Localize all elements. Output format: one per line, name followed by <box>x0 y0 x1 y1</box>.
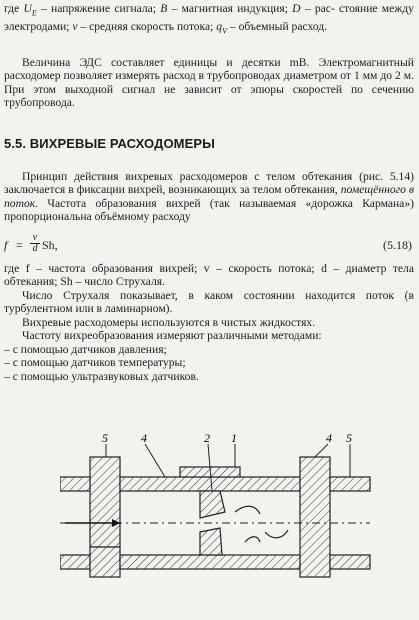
label-4-left: 4 <box>141 432 147 445</box>
vortex-3 <box>245 537 260 542</box>
fraction-denominator: d <box>32 243 38 254</box>
right-flange <box>300 457 330 577</box>
formula-lhs: f <box>4 238 8 252</box>
list-item: – с помощью датчиков давления; <box>4 343 167 356</box>
formula-fraction <box>30 233 40 254</box>
fraction-numerator: v <box>30 233 40 244</box>
right-pipe-wall-top <box>330 477 370 491</box>
section-title: 5.5. ВИХРЕВЫЕ РАСХОДОМЕРЫ <box>4 136 215 151</box>
list-item: – с помощью датчиков температуры; <box>4 356 186 370</box>
vortex-flowmeter-figure <box>60 432 419 615</box>
vortex-2 <box>265 530 288 538</box>
leader-4-left <box>145 444 165 477</box>
formula-number: (5.18) <box>383 238 412 252</box>
left-flange <box>90 457 120 547</box>
label-2: 2 <box>204 432 210 445</box>
left-pipe-wall-top <box>60 477 90 491</box>
list-item: – с помощью ультразвуковых датчиков. <box>4 369 199 383</box>
bluff-body <box>200 491 225 518</box>
right-pipe-wall-bottom <box>330 555 370 569</box>
label-4-right: 4 <box>326 432 332 445</box>
methods-list <box>4 343 414 383</box>
leader-4-right <box>315 444 328 457</box>
body-wall-bottom <box>120 555 300 569</box>
paragraph-emf: Величина ЭДС составляет единицы и десятки mВ. Электромагнитный расходомер позволяет измерять расход в трубопроводах диаметром от 1 мм до 2 м. При этом выходной сигнал не зависит от эпюры скоростей по сечению трубопровода. <box>4 56 414 110</box>
intro-paragraph: где $U_E$ – напряжение сигнала; B – магнитная индукция; D – рас- стояние между электродами; v – средняя скорость потока; $q_V$ – объемный расход. <box>4 2 414 36</box>
body-wall-top <box>120 477 300 491</box>
paragraph-strouhal: Число Струхаля показывает, в каком состоянии находится поток (в турбулентном или в ламинарном). <box>4 289 414 316</box>
label-1: 1 <box>231 432 237 445</box>
paragraph-methods: Частоту вихреобразования измеряют различными методами: <box>22 329 322 342</box>
label-5-right: 5 <box>346 432 352 445</box>
formula-strouhal: Sh, <box>42 238 58 252</box>
paragraph-definitions: где f – частота образования вихрей; v – скорость потока; d – диаметр тела обтекания; Sh – число Струхаля. <box>4 262 414 289</box>
bluff-body-lower <box>200 528 222 555</box>
formula-5-18 <box>4 233 414 257</box>
left-pipe-wall-bottom <box>60 555 90 569</box>
paragraph-usage: Вихревые расходомеры используются в чистых жидкостях. <box>22 316 316 329</box>
label-5-left: 5 <box>102 432 108 445</box>
paragraph-principle: Принцип действия вихревых расходомеров с телом обтекания (рис. 5.14) заключается в фиксации вихрей, возникающих за телом обтекания, помещённого в поток. Частота образования вихрей (так называемая «дорожка Кармана») пропорциональна объёмному расходу <box>4 170 414 224</box>
figure-svg <box>60 432 419 615</box>
vortex-1 <box>235 506 260 514</box>
formula-equals: = <box>16 238 23 252</box>
left-flange-lower <box>90 547 120 577</box>
